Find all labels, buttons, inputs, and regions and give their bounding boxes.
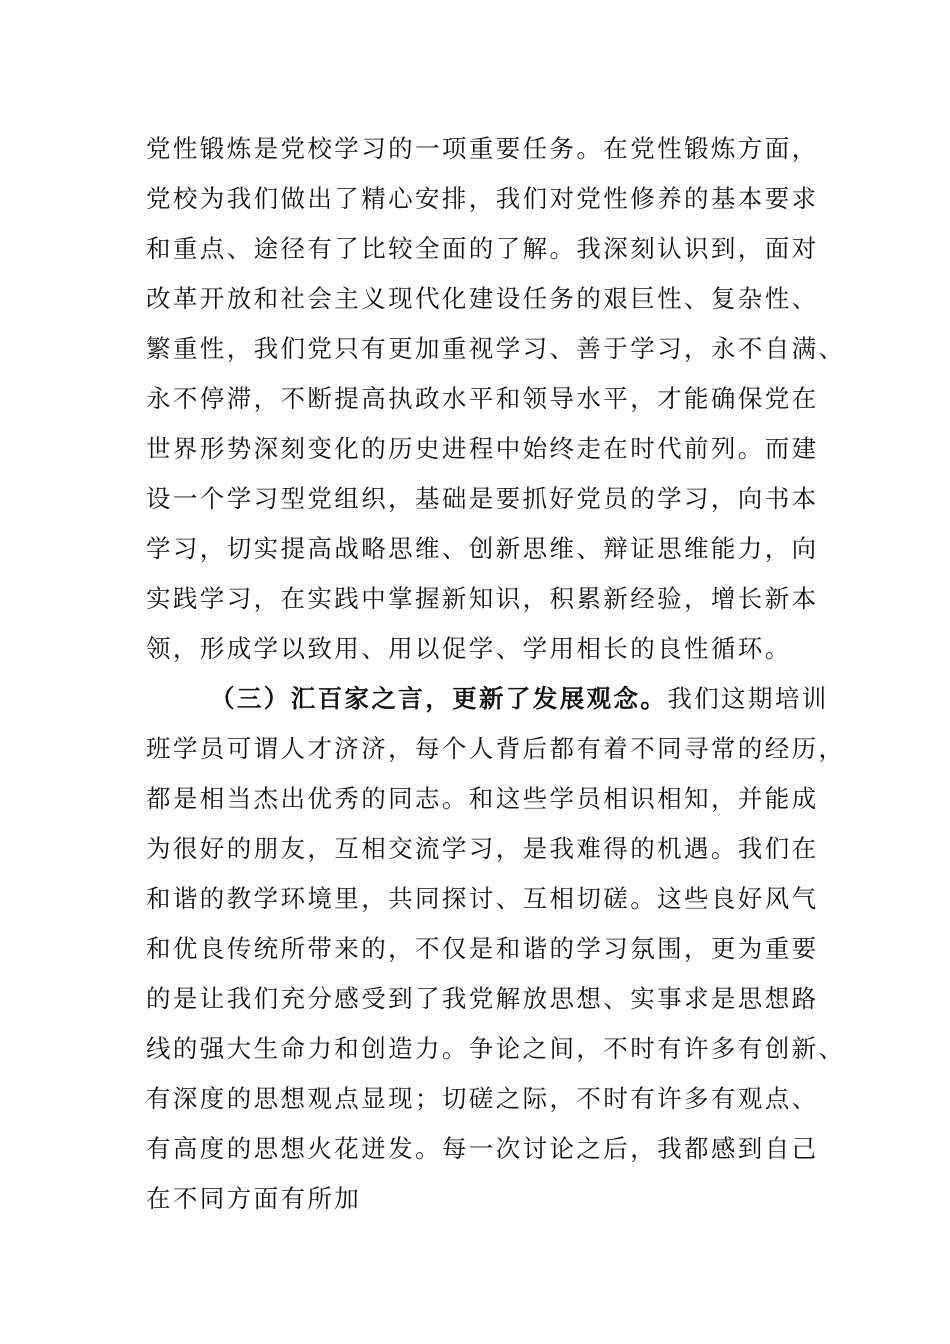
- text-line: 实践学习，在实践中掌握新知识，积累新经验，增长新本: [146, 584, 819, 613]
- text-line: 党性锻炼是党校学习的一项重要任务。在党性锻炼方面，: [146, 134, 819, 163]
- text-line: 班学员可谓人才济济，每个人背后都有着不同寻常的经历，: [146, 734, 846, 763]
- document-body: [146, 124, 846, 1224]
- section-heading: （三）汇百家之言，更新了发展观念。: [210, 684, 668, 713]
- text-line: 改革开放和社会主义现代化建设任务的艰巨性、复杂性、: [146, 284, 819, 313]
- text-line: 线的强大生命力和创造力。争论之间，不时有许多有创新、: [146, 1034, 846, 1063]
- text-line: 和优良传统所带来的，不仅是和谐的学习氛围，更为重要: [146, 934, 819, 963]
- paragraph-development-concepts: [146, 674, 846, 1224]
- text-line: 繁重性，我们党只有更加重视学习、善于学习，永不自满、: [146, 334, 846, 363]
- text-line: [146, 674, 829, 724]
- text-line: 世界形势深刻变化的历史进程中始终走在时代前列。而建: [146, 434, 819, 463]
- text-line: 为很好的朋友，互相交流学习，是我难得的机遇。我们在: [146, 834, 819, 863]
- text-line: 党校为我们做出了精心安排，我们对党性修养的基本要求: [146, 184, 819, 213]
- text-line: 的是让我们充分感受到了我党解放思想、实事求是思想路: [146, 984, 819, 1013]
- text-line: 学习，切实提高战略思维、创新思维、辩证思维能力，向: [146, 534, 819, 563]
- text-line: 永不停滞，不断提高执政水平和领导水平，才能确保党在: [146, 384, 819, 413]
- text-line: 和谐的教学环境里，共同探讨、互相切磋。这些良好风气: [146, 884, 819, 913]
- text-line: 有深度的思想观点显现；切磋之际，不时有许多有观点、: [146, 1084, 819, 1113]
- text-line: 领，形成学以致用、用以促学、学用相长的良性循环。: [146, 634, 792, 663]
- text-line: 在不同方面有所加: [146, 1184, 362, 1213]
- paragraph-party-training: [146, 124, 846, 674]
- text-line: 都是相当杰出优秀的同志。和这些学员相识相知，并能成: [146, 784, 819, 813]
- text-line: 有高度的思想火花迸发。每一次讨论之后，我都感到自己: [146, 1134, 819, 1163]
- heading-continuation: 我们这期培训: [667, 684, 829, 713]
- text-line: 和重点、途径有了比较全面的了解。我深刻认识到，面对: [146, 234, 819, 263]
- text-line: 设一个学习型党组织，基础是要抓好党员的学习，向书本: [146, 484, 819, 513]
